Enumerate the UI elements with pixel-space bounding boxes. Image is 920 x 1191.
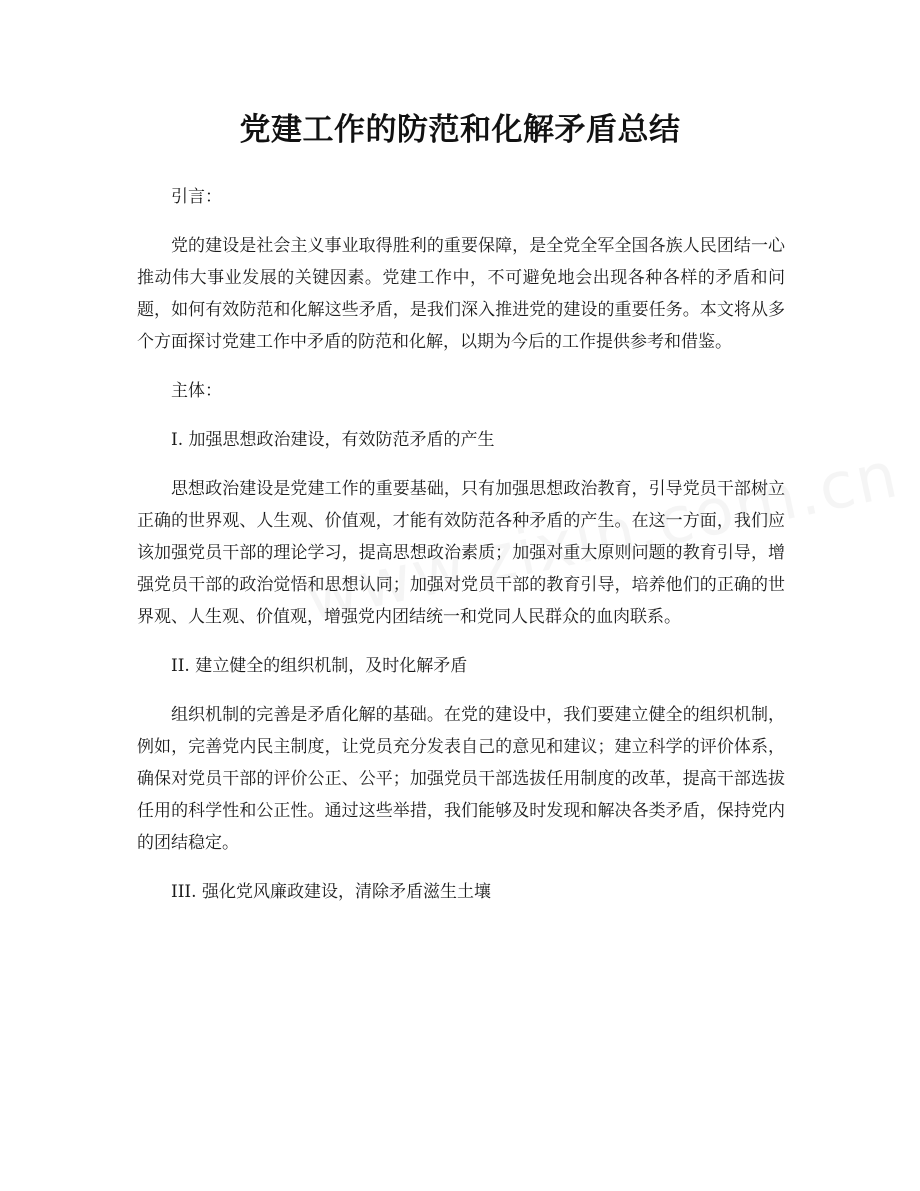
section-paragraph-1: 思想政治建设是党建工作的重要基础，只有加强思想政治教育，引导党员干部树立正确的世界观、人生观、价值观，才能有效防范各种矛盾的产生。在这一方面，我们应该加强党员干部的理论学习，提高思想政治素质；加强对重大原则问题的教育引导，增强党员干部的政治觉悟和思想认同；加强对党员干部的教育引导，培养他们的正确的世界观、人生观、价值观，增强党内团结统一和党同人民群众的血肉联系。 — [137, 479, 785, 627]
document-title: 党建工作的防范和化解矛盾总结 — [239, 112, 681, 148]
section-heading-2: II. 建立健全的组织机制，及时化解矛盾 — [171, 656, 468, 676]
section-heading-1: I. 加强思想政治建设，有效防范矛盾的产生 — [171, 430, 495, 450]
section-paragraph-2: 组织机制的完善是矛盾化解的基础。在党的建设中，我们要建立健全的组织机制，例如，完善党内民主制度，让党员充分发表自己的意见和建议；建立科学的评价体系，确保对党员干部的评价公正、公平；加强党员干部选拔任用制度的改革，提高干部选拔任用的科学性和公正性。通过这些举措，我们能够及时发现和解决各类矛盾，保持党内的团结稳定。 — [137, 705, 785, 853]
intro-paragraph: 党的建设是社会主义事业取得胜利的重要保障，是全党全军全国各族人民团结一心推动伟大事业发展的关键因素。党建工作中，不可避免地会出现各种各样的矛盾和问题，如何有效防范和化解这些矛盾，是我们深入推进党的建设的重要任务。本文将从多个方面探讨党建工作中矛盾的防范和化解，以期为今后的工作提供参考和借鉴。 — [137, 236, 785, 352]
intro-label: 引言： — [171, 187, 222, 207]
document-body — [137, 181, 785, 925]
section-heading-3: III. 强化党风廉政建设，清除矛盾滋生土壤 — [171, 882, 491, 902]
body-label: 主体： — [171, 381, 222, 401]
